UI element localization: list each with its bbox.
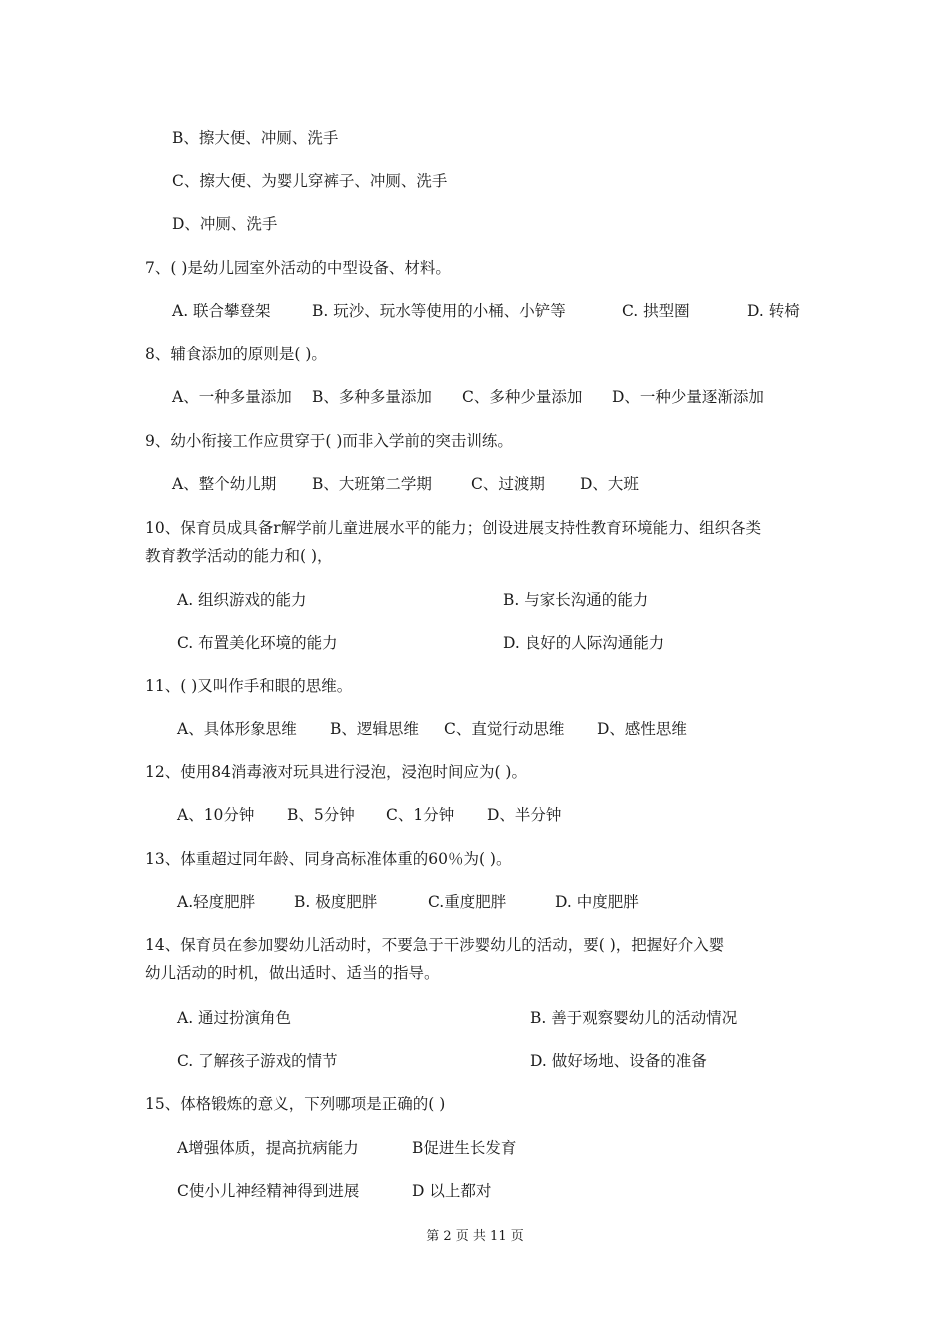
option: A、一种多量添加	[172, 388, 292, 406]
option: A增强体质，提高抗病能力	[177, 1139, 359, 1157]
option: C、直觉行动思维	[444, 720, 565, 738]
question-stem: 幼儿活动的时机，做出适时、适当的指导。	[145, 964, 440, 982]
option: C. 布置美化环境的能力	[177, 634, 338, 652]
question-stem: 教育教学活动的能力和( )，	[145, 547, 333, 565]
option-line: C、擦大便、为婴儿穿裤子、冲厕、洗手	[172, 172, 448, 190]
option: C. 了解孩子游戏的情节	[177, 1052, 338, 1070]
option: D. 良好的人际沟通能力	[503, 634, 665, 652]
question-stem: 12、使用84消毒液对玩具进行浸泡，浸泡时间应为( )。	[145, 763, 527, 781]
option: A、具体形象思维	[177, 720, 297, 738]
option: A. 联合攀登架	[172, 302, 271, 320]
option: D、感性思维	[597, 720, 687, 738]
option: C. 拱型圈	[622, 302, 690, 320]
option: A.轻度肥胖	[177, 893, 256, 911]
option: A、整个幼儿期	[172, 475, 277, 493]
question-stem: 8、辅食添加的原则是( )。	[145, 345, 327, 363]
option: A. 通过扮演角色	[177, 1009, 292, 1027]
option: C.重度肥胖	[428, 893, 507, 911]
page-number-footer: 第 2 页 共 11 页	[426, 1229, 524, 1244]
option: B促进生长发育	[412, 1139, 517, 1157]
question-stem: 9、幼小衔接工作应贯穿于( )而非入学前的突击训练。	[145, 432, 513, 450]
question-stem: 14、保育员在参加婴幼儿活动时，不要急于干涉婴幼儿的活动，要( )，把握好介入婴	[145, 936, 725, 954]
option: C使小儿神经精神得到进展	[177, 1182, 360, 1200]
option: D. 转椅	[747, 302, 800, 320]
option: D 以上都对	[412, 1182, 492, 1200]
question-stem: 10、保育员成具备r解学前儿童进展水平的能力；创设进展支持性教育环境能力、组织各类	[145, 519, 762, 537]
option: A. 组织游戏的能力	[177, 591, 307, 609]
option: D、半分钟	[487, 806, 562, 824]
option: D、一种少量逐渐添加	[612, 388, 764, 406]
option-line: D、冲厕、洗手	[172, 215, 278, 233]
option: D. 中度肥胖	[555, 893, 639, 911]
option: C、1分钟	[386, 806, 455, 824]
question-stem: 15、体格锻炼的意义，下列哪项是正确的( )	[145, 1095, 446, 1113]
question-stem: 11、( )又叫作手和眼的思维。	[145, 677, 353, 695]
option: B. 玩沙、玩水等使用的小桶、小铲等	[312, 302, 566, 320]
option: B、逻辑思维	[330, 720, 419, 738]
option: A、10分钟	[177, 806, 255, 824]
option: B、多种多量添加	[312, 388, 432, 406]
option: C、多种少量添加	[462, 388, 583, 406]
option: D. 做好场地、设备的准备	[530, 1052, 707, 1070]
option: B、5分钟	[287, 806, 355, 824]
option: B. 善于观察婴幼儿的活动情况	[530, 1009, 738, 1027]
option: B. 与家长沟通的能力	[503, 591, 649, 609]
option: D、大班	[580, 475, 639, 493]
option-line: B、擦大便、冲厕、洗手	[172, 129, 339, 147]
question-stem: 13、体重超过同年龄、同身高标准体重的60％为( )。	[145, 850, 512, 868]
question-stem: 7、( )是幼儿园室外活动的中型设备、材料。	[145, 259, 451, 277]
option: C、过渡期	[471, 475, 545, 493]
option: B、大班第二学期	[312, 475, 432, 493]
option: B. 极度肥胖	[294, 893, 378, 911]
